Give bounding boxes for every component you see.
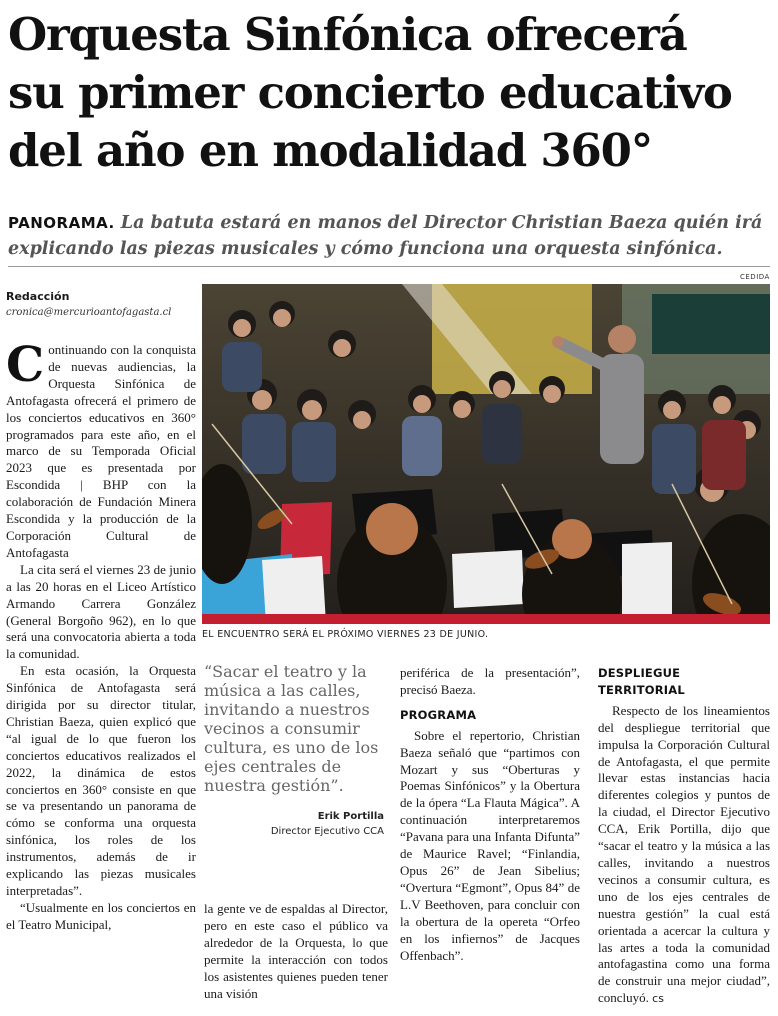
subhead-programa: PROGRAMA [400, 707, 477, 722]
paragraph: periférica de la presentación”, precisó Baeza. [400, 665, 580, 697]
paragraph: la gente ve de espaldas al Director, pero en este caso el público va alrededor de la Orquesta, lo que permite la interacción con todos los asistentes quienes pueden tener una visión [204, 901, 388, 1001]
paragraph: En esta ocasión, la Orquesta Sinfónica de Antofagasta será dirigida por su director titular, Christian Baeza, quien explicó que “al igual de lo que fueron los conciertos educativos realizados el 2022, la dinámica de estos conciertos en 360° consiste en que se va presentando un panorama de cómo se conforma una orquesta sinfónica, los roles de los instrumentos, además de ir explicando las piezas musicales interpretadas”. [6, 663, 196, 898]
subhead-despliegue: DESPLIEGUE TERRITORIAL [598, 666, 685, 697]
paragraph: Continuando con la conquista de nuevas audiencias, la Orquesta Sinfónica de Antofagasta ofrecerá el primero de los conciertos educativos en 360° programados para este año, en el marco de su Temporada Oficial 2023 que es presentada por Escondida | BHP con la colaboración de Fundación Minera Escondida y la producción de la Corporación Cultural de Antofagasta [6, 337, 196, 560]
deck-kicker: PANORAMA. [8, 214, 115, 232]
article-column-1 [6, 337, 196, 934]
deck [8, 210, 770, 262]
paragraph: “Usualmente en los conciertos en el Teatro Municipal, [6, 899, 196, 932]
headline-line: Orquesta Sinfónica ofrecerá [8, 8, 687, 61]
headline-line: del año en modalidad 360° [8, 124, 653, 177]
headline-line: su primer concierto educativo [8, 66, 732, 119]
byline-email[interactable]: cronica@mercurioantofagasta.cl [6, 307, 172, 318]
article-column-3 [400, 665, 580, 964]
deck-text: La batuta estará en manos del Director Christian Baeza quién irá explicando las piezas musicales y cómo funciona una orquesta sinfónica. [8, 213, 763, 259]
pull-quote-text: “Sacar el teatro y la música a las calles, invitando a nuestros vecinos a consumir cultura, es uno de los ejes centrales de nuestra gestión”. [204, 662, 379, 795]
paragraph: Sobre el repertorio, Christian Baeza señaló que “partimos con Mozart y sus “Oberturas y Poemas Sinfónicos” y la Obertura de la ópera “La Flauta Mágica”. A continuación interpretaremos “Pavana para una Infanta Difunta” de Maurice Ravel; “Finlandia, Opus 26” de Jean Sibelius; “Overtura “Egmont”, Opus 84” de L.V Beethoven, para concluir con la obertura de la opereta “Orfeo en los infiernos” de Jacques Offenbach”. [400, 727, 580, 963]
byline [6, 290, 196, 318]
pull-quote-role: Director Ejecutivo CCA [270, 826, 384, 837]
paragraph: La cita será el viernes 23 de junio a las 20 horas en el Liceo Artístico Armando Carrera González (General Borgoño 962), en lo que será una convocatoria abierta a toda la comunidad. [6, 561, 196, 662]
orchestra-photo [202, 284, 770, 624]
divider [8, 266, 770, 267]
paragraph: Respecto de los lineamientos del despliegue territorial que impulsa la Corporación Cultural de Antofagasta, el que permite llevar estas instancias hacia diferentes colegios y puntos de la ciudad, el Director Ejecutivo CCA, Erik Portilla, dijo que “sacar el teatro y la música a las calles, invitando a nuestros vecinos a consumir cultura, es uno de los ejes centrales de nuestra gestión” la cual está orientada a acercar la cultura y las artes a toda la comunidad antofagastina como una forma de construir una mejor ciudad”, concluyó. cs [598, 702, 770, 1006]
byline-author: Redacción [6, 290, 70, 303]
article-column-2 [204, 901, 388, 1002]
photo-caption: EL ENCUENTRO SERÁ EL PRÓXIMO VIERNES 23 DE JUNIO. [202, 629, 489, 640]
pull-quote [204, 662, 384, 837]
pull-quote-author: Erik Portilla [317, 811, 384, 822]
drop-cap: C [6, 337, 45, 393]
photo-credit: CEDIDA [740, 273, 770, 281]
end-mark: cs [652, 992, 664, 1006]
article-column-4 [598, 665, 770, 1008]
headline [8, 6, 770, 180]
